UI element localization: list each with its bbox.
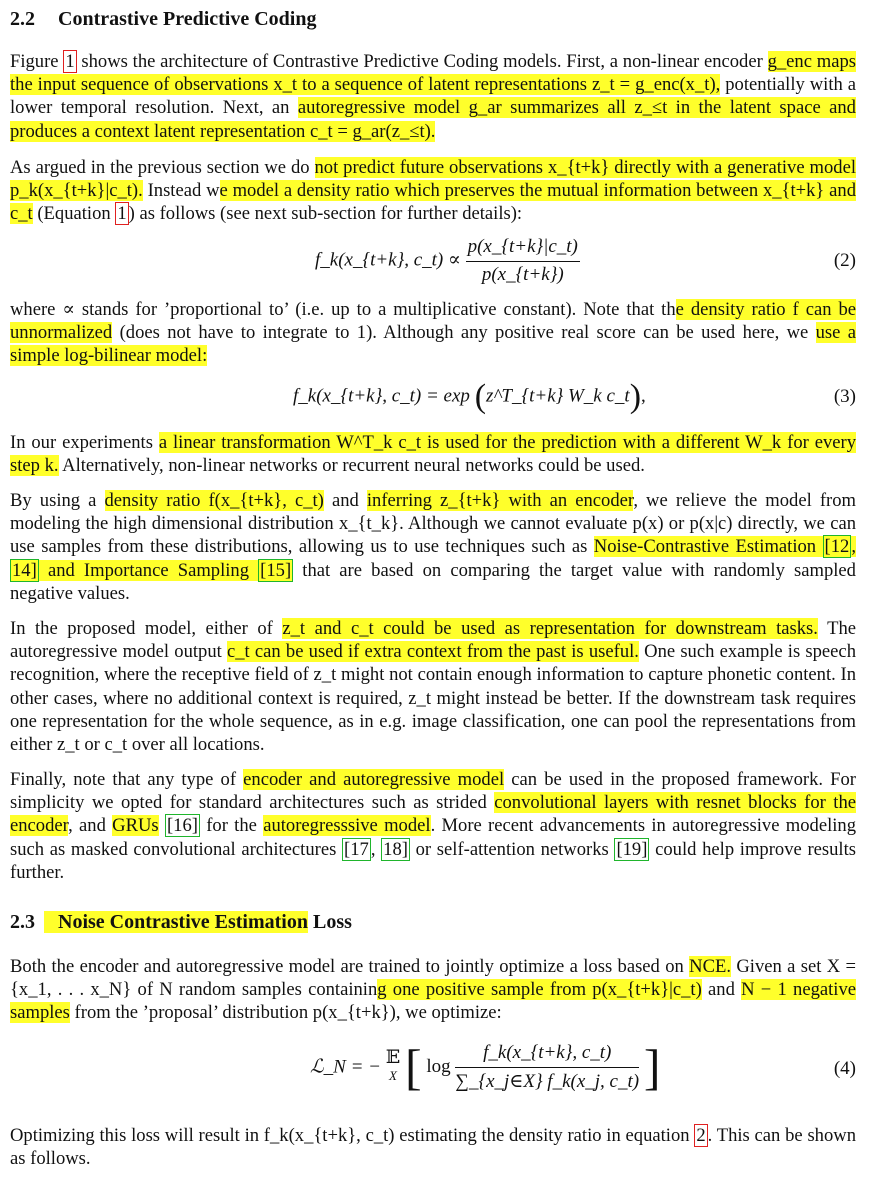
equation-ref-link[interactable]: 2 [696, 1125, 706, 1146]
equation-2 [10, 236, 856, 290]
paragraph-architectures: Finally, note that any type of encoder and autoregressive model can be used in the proposed framework. For simplicity we opted for standard architectures such as strided convolutional layers with resnet blocks for the encoder, and GRUs [16] for the autoregresssive model. More recent advancements in autoregressive modeling such as masked convolutional architectures [17 , 18] or self-attention networks [19] could help improve results further. [10, 769, 857, 883]
numerator: f_k(x_{t+k}, c_t) [455, 1042, 639, 1068]
section-title-highlighted: Noise Contrastive Estimation [44, 911, 308, 933]
highlight-negative-samples: N − 1 negative samples [10, 979, 857, 1024]
highlight-mutual-info: e model a density ratio which preserves the mutual information between x_{t+k} and c_t [10, 180, 856, 225]
highlight-representation: z_t and c_t could be used as representation for downstream tasks. [282, 618, 818, 639]
highlight-no-generative: not predict future observations x_{t+k} directly with a generative model p_k(x_{t+k}|c_t). [10, 157, 856, 202]
highlight-encoder-infer: inferring z_{t+k} with an encoder [366, 490, 634, 511]
paragraph-architecture: Figure 1 shows the architecture of Contrastive Predictive Coding models. First, a non-linear encoder g_enc maps the input sequence of observations x_t to a sequence of latent representations z_t = g_enc(x_t), potentially with a lower temporal resolution. Next, an autoregressive model g_ar summarizes all z_≤t in the latent space and produces a context latent representation c_t = g_ar(z_≤t). [10, 51, 856, 142]
paragraph-downstream: In the proposed model, either of z_t and c_t could be used as representation for downstream tasks. The autoregressive model output c_t can be used if extra context from the past is useful. One such example is speech recognition, where the receptive field of z_t might not contain enough information to capture phonetic content. In other cases, where no additional context is required, z_t might instead be better. If the downstream task requires one representation for the whole sequence, as in e.g. image classification, one can pool the representations from either z_t or c_t over all locations. [10, 618, 856, 756]
paragraph-log-bilinear: where ∝ stands for ’proportional to’ (i.e. up to a multiplicative constant). Note that the density ratio f can be unnormalized (does not have to integrate to 1). Although any positive real score can be used here, we use a simple log-bilinear model: [10, 299, 857, 367]
section-title: Contrastive Predictive Coding [58, 8, 317, 30]
highlight-ar-model: autoregresssive model [263, 815, 431, 837]
highlight-encoder-ar: encoder and autoregressive model [243, 769, 505, 790]
equation-lhs: ℒ_N = − [310, 1056, 381, 1078]
equation-3: f_k(x_{t+k}, c_t) = exp (z^T_{t+k} W_k c_t), (3) [293, 378, 856, 415]
equation-ref-link[interactable]: 1 [117, 203, 127, 225]
paragraph-conclusion: Optimizing this loss will result in f_k(x_{t+k}, c_t) estimating the density ratio in equation 2 . This can be shown as follows. [10, 1125, 856, 1170]
highlight-encoder: g_enc maps the input sequence of observations x_t to a sequence of latent representations z_t = g_enc(x_t), [10, 51, 856, 96]
highlight-linear-transform: a linear transformation W^T_k c_t is used for the prediction with a different W_k for every step k. [10, 432, 856, 477]
paren-close: ) [629, 378, 642, 415]
equation-body: z^T_{t+k} W_k c_t [486, 385, 630, 407]
citation-link[interactable]: [15] [260, 559, 292, 581]
section-number: 2.2 [10, 8, 35, 30]
expectation: 𝔼 X [385, 1047, 401, 1083]
section-heading-2-3 [10, 911, 352, 934]
equation-number: (3) [833, 386, 856, 407]
section-number: 2.3 [10, 911, 35, 933]
paragraph-experiments: In our experiments a linear transformation W^T_k c_t is used for the prediction with a different W_k for every step k. Alternatively, non-linear networks or recurrent neural networks could be used. [10, 432, 856, 477]
citation-link[interactable]: 18] [383, 838, 408, 860]
paragraph-nce: By using a density ratio f(x_{t+k}, c_t) and inferring z_{t+k} with an encoder, we relieve the model from modeling the high dimensional distribution x_{t_k}. Although we cannot evaluate p(x) or p(x|c) directly, we can use samples from these distributions, allowing us to use techniques such as Noise-Contrastive Estimation [12 , 14] and Importance Sampling [15] that are based on comparing the target value with randomly sampled negative values. [10, 490, 856, 604]
paragraph-density-ratio: As argued in the previous section we do not predict future observations x_{t+k} directly with a generative model p_k(x_{t+k}|c_t). Instead we model a density ratio which preserves the mutual information between x_{t+k} and c_t (Equation 1 ) as follows (see next sub-section for further details): [10, 157, 856, 225]
highlight-resnet: convolutional layers with resnet blocks for the encoder [10, 792, 856, 837]
equation-4 [10, 1038, 856, 1104]
paragraph-nce-loss: Both the encoder and autoregressive model are trained to jointly optimize a loss based on NCE. Given a set X = {x_1, . . . x_N} of N random samples containing one positive sample from p(x_{t+k}|c_t) and N − 1 negative samples from the ’proposal’ distribution p(x_{t+k}), we optimize: [10, 956, 857, 1024]
highlight-nce: Noise-Contrastive Estimation [12 , 14] and Importance Sampling [15] [12, 536, 856, 581]
numerator: p(x_{t+k}|c_t) [466, 236, 580, 262]
denominator: ∑_{x_j∈X} f_k(x_j, c_t) [455, 1070, 640, 1092]
citation-link[interactable]: [19] [616, 838, 648, 860]
equation-number: (4) [833, 1058, 856, 1079]
equation-lhs: f_k(x_{t+k}, c_t) = exp [293, 385, 470, 407]
citation-link[interactable]: [12 [824, 536, 850, 558]
citation-link[interactable]: [16] [166, 815, 198, 837]
section-title-rest: Loss [312, 911, 352, 933]
citation-link[interactable]: [17 [344, 838, 369, 860]
figure-ref-link[interactable]: 1 [65, 51, 75, 72]
bracket-close: ] [643, 1039, 661, 1095]
highlight-nce-short: NCE. [689, 956, 731, 977]
bracket-open: [ [404, 1039, 422, 1095]
highlight-context: c_t can be used if extra context from the past is useful. [227, 641, 639, 663]
equation-fraction [466, 236, 580, 286]
highlight-grus: GRUs [112, 815, 159, 837]
highlight-autoregressive: autoregressive model g_ar summarizes all z_≤t in the latent space and produces a context latent representation c_t = g_ar(z_≤t). [10, 97, 856, 142]
equation-number: (2) [833, 250, 856, 271]
equation-fraction [455, 1042, 639, 1093]
highlight-density-ratio: density ratio f(x_{t+k}, c_t) [104, 490, 324, 511]
paren-open: ( [474, 378, 487, 415]
citation-link[interactable]: 14] [12, 559, 37, 581]
highlight-log-bilinear: use a simple log-bilinear model: [10, 322, 857, 367]
denominator: p(x_{t+k}) [481, 264, 564, 285]
section-heading-2-2 [10, 8, 317, 31]
log-operator: log [426, 1056, 451, 1077]
highlight-positive-sample: g one positive sample from p(x_{t+k}|c_t) [377, 979, 702, 1001]
highlight-unnormalized: e density ratio f can be unnormalized [10, 299, 856, 344]
equation-lhs: f_k(x_{t+k}, c_t) ∝ [315, 249, 461, 271]
